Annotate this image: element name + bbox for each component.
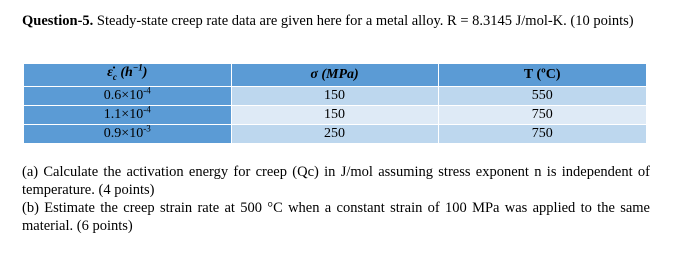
question-parts bbox=[22, 163, 650, 235]
cell-temperature: 750 bbox=[438, 124, 646, 143]
question-text: Steady-state creep rate data are given here for a metal alloy. R = 8.3145 J/mol-K. (10 points) bbox=[93, 13, 634, 29]
table-row bbox=[24, 86, 646, 105]
header-stress: σ (MPa) bbox=[231, 64, 438, 86]
cell-stress: 150 bbox=[231, 105, 438, 124]
cell-creep-rate: $0.6\times 10^{-4}$ bbox=[24, 86, 231, 105]
creep-data-table bbox=[24, 64, 646, 144]
part-a: (a) Calculate the activation energy for creep (Qc) in J/mol assuming stress exponent n is independent of temperature. (4 points) bbox=[22, 164, 650, 198]
header-temperature: T (ºC) bbox=[438, 64, 646, 86]
part-b: (b) Estimate the creep strain rate at 500 °C when a constant strain of 100 MPa was applied to the same material. (6 points) bbox=[22, 200, 650, 234]
question-statement bbox=[22, 12, 662, 31]
cell-temperature: 750 bbox=[438, 105, 646, 124]
table-row bbox=[24, 105, 646, 124]
header-creep-rate: $\varepsiloṅ_c$ $(h^{-1})$ bbox=[24, 64, 231, 86]
cell-temperature: 550 bbox=[438, 86, 646, 105]
cell-stress: 150 bbox=[231, 86, 438, 105]
question-label: Question-5. bbox=[22, 13, 94, 29]
cell-creep-rate: $1.1\times 10^{-4}$ bbox=[24, 105, 231, 124]
cell-stress: 250 bbox=[231, 124, 438, 143]
table-row bbox=[24, 124, 646, 143]
table-header-row bbox=[24, 64, 646, 86]
cell-creep-rate: $0.9\times 10^{-3}$ bbox=[24, 124, 231, 143]
